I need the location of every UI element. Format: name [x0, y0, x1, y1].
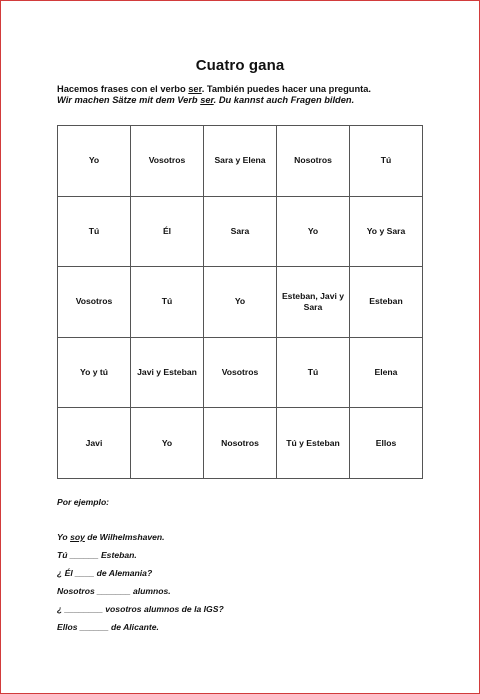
instruction-german-text-1: Wir machen Sätze mit dem Verb	[57, 95, 201, 105]
instruction-german-verb: ser	[200, 95, 214, 105]
grid-cell: Nosotros	[204, 408, 277, 479]
example-verb: soy	[70, 532, 85, 542]
grid-cell: Tú	[277, 337, 350, 408]
example-line	[57, 532, 165, 543]
example-line: ¿ ________ vosotros alumnos de la IGS?	[57, 604, 224, 614]
grid-row	[58, 408, 423, 479]
grid-cell: Javi y Esteban	[131, 337, 204, 408]
instruction-spanish-text-2: . También puedes hacer una pregunta.	[201, 84, 371, 94]
grid-cell: Esteban, Javi y Sara	[277, 267, 350, 338]
grid-cell: Ellos	[350, 408, 423, 479]
example-text: de Wilhelmshaven.	[84, 532, 165, 542]
grid-cell: Yo y Sara	[350, 196, 423, 267]
grid-cell: Elena	[350, 337, 423, 408]
grid-cell: Yo	[131, 408, 204, 479]
grid-cell: Tú	[58, 196, 131, 267]
grid-cell: Nosotros	[277, 126, 350, 197]
grid-row	[58, 267, 423, 338]
example-line: ¿ Él ____ de Alemania?	[57, 568, 153, 578]
instruction-german-text-2: . Du kannst auch Fragen bilden.	[213, 95, 355, 105]
grid-cell: Sara y Elena	[204, 126, 277, 197]
grid-row	[58, 337, 423, 408]
examples-heading: Por ejemplo:	[57, 497, 110, 507]
grid-cell: Él	[131, 196, 204, 267]
grid-row	[58, 126, 423, 197]
grid-cell: Yo	[204, 267, 277, 338]
example-text: Yo	[57, 532, 71, 542]
grid-cell: Vosotros	[131, 126, 204, 197]
grid-cell: Tú	[350, 126, 423, 197]
grid-row	[58, 196, 423, 267]
page-title: Cuatro gana	[195, 57, 285, 74]
grid-cell: Esteban	[350, 267, 423, 338]
instruction-spanish-verb: ser	[188, 84, 202, 94]
grid-cell: Sara	[204, 196, 277, 267]
grid-cell: Tú	[131, 267, 204, 338]
instruction-spanish-text-1: Hacemos frases con el verbo	[57, 84, 189, 94]
example-line: Tú ______ Esteban.	[57, 550, 137, 560]
grid-cell: Yo y tú	[58, 337, 131, 408]
example-line: Nosotros _______ alumnos.	[57, 586, 171, 596]
grid-cell: Yo	[277, 196, 350, 267]
example-line: Ellos ______ de Alicante.	[57, 622, 159, 632]
instruction-german	[57, 94, 354, 106]
grid-cell: Vosotros	[204, 337, 277, 408]
grid-cell: Tú y Esteban	[277, 408, 350, 479]
game-grid	[57, 125, 423, 479]
grid-cell: Javi	[58, 408, 131, 479]
grid-cell: Yo	[58, 126, 131, 197]
grid-cell: Vosotros	[58, 267, 131, 338]
